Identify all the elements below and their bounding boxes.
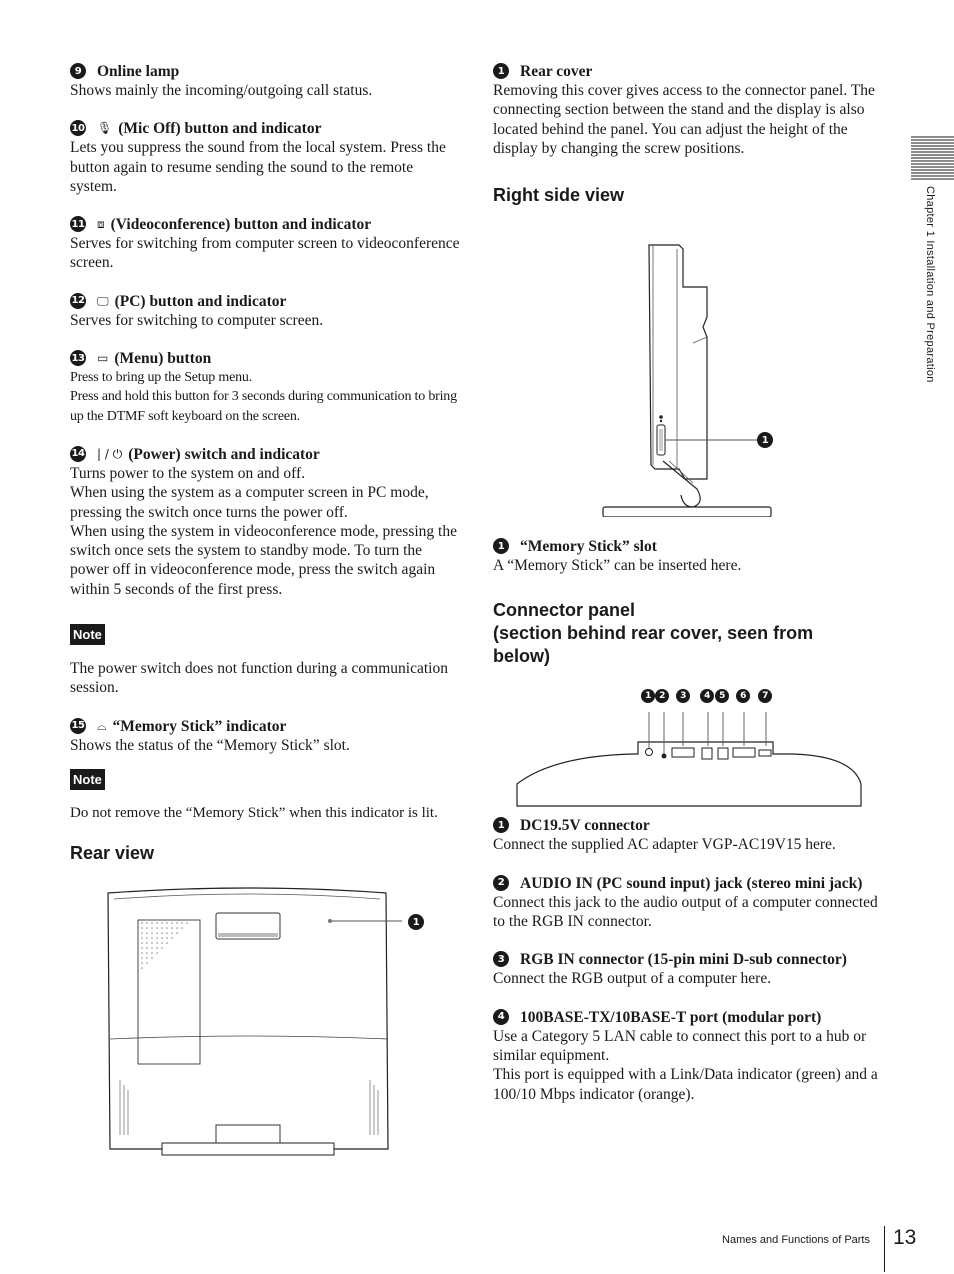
item-title: (PC) button and indicator [114, 292, 287, 310]
callout-number: 1 [493, 538, 509, 554]
item-videoconference [70, 215, 463, 273]
callout-number: 1 [493, 63, 509, 79]
callout-number: 9 [70, 63, 86, 79]
item-lan-port [493, 1008, 885, 1104]
item-online-lamp [70, 62, 463, 100]
section-heading-right-side-view: Right side view [493, 185, 625, 206]
item-description-line: When using the system as a computer screen in PC mode, pressing the switch once turns the power off. [70, 484, 429, 521]
note-text: The power switch does not function during a communication session. [70, 660, 448, 697]
item-title: 100BASE-TX/10BASE-T port (modular port) [520, 1008, 822, 1026]
item-description: Removing this cover gives access to the connector panel. The connecting section between the stand and the display is also located behind the panel. You can adjust the height of the display by changing the screw positions. [493, 82, 875, 157]
callout-number: 14 [70, 446, 86, 462]
callout-number: 11 [70, 216, 86, 232]
right-side-view-illustration [493, 217, 885, 517]
note-badge: Note [70, 769, 105, 790]
heading-line: Connector panel [493, 600, 636, 621]
callout-number: 3 [493, 951, 509, 967]
section-heading-rear-view: Rear view [70, 843, 155, 864]
callout-number: 12 [70, 293, 86, 309]
callout-number: 2 [655, 689, 669, 703]
rear-view-figure [70, 875, 463, 1170]
heading-line: below) [493, 646, 550, 667]
item-description: Shows mainly the incoming/outgoing call status. [70, 82, 373, 99]
chapter-tab-label [924, 186, 936, 396]
memory-stick-icon: ⌓ [97, 718, 107, 733]
menu-icon: ▭ [97, 351, 109, 366]
page-number: 13 [893, 1226, 917, 1249]
item-pc [70, 292, 463, 330]
callout-number: 1 [757, 432, 773, 448]
item-title: Online lamp [97, 63, 180, 80]
callout-row [641, 688, 881, 706]
item-description: Lets you suppress the sound from the local system. Press the button again to resume sending the sound to the remote system. [70, 139, 446, 195]
item-description: Serves for switching from computer screen to videoconference screen. [70, 235, 460, 272]
callout-number: 1 [493, 817, 509, 833]
item-memory-stick-indicator [70, 717, 463, 755]
item-power [70, 445, 463, 599]
item-memory-stick-slot [493, 537, 885, 575]
callout-number: 1 [641, 689, 655, 703]
note-text: Do not remove the “Memory Stick” when this indicator is lit. [70, 804, 438, 821]
callout-number: 10 [70, 120, 86, 136]
right-side-view-figure [493, 217, 885, 537]
connector-panel-figure [493, 688, 885, 816]
callout-number: 1 [408, 914, 424, 930]
chapter-tab-text: Chapter 1 Installation and Preparation [924, 186, 936, 383]
callout-number: 4 [493, 1009, 509, 1025]
chapter-tab-stripes [911, 136, 954, 180]
right-column [493, 62, 885, 1123]
item-description: Connect the RGB output of a computer here. [493, 970, 772, 988]
left-column [70, 62, 463, 1170]
item-description-line: Use a Category 5 LAN cable to connect this port to a hub or similar equipment. [493, 1027, 867, 1064]
footer-divider [884, 1226, 885, 1272]
item-description: Connect the supplied AC adapter VGP-AC19V15 here. [493, 836, 836, 854]
item-title: “Memory Stick” indicator [112, 717, 287, 735]
power-icon: | / ⏻ [97, 446, 123, 461]
item-dc-connector [493, 816, 885, 854]
callout-number: 3 [676, 689, 690, 703]
mic-off-icon: 🎙 [97, 121, 113, 136]
callout-number: 2 [493, 875, 509, 891]
item-description-line: Press and hold this button for 3 seconds during communication to bring up the DTMF soft keyboard on the screen. [70, 389, 457, 424]
item-description: Shows the status of the “Memory Stick” slot. [70, 736, 350, 754]
item-title: RGB IN connector (15-pin mini D-sub connector) [520, 951, 847, 969]
videoconference-icon: ⧈ [97, 217, 105, 232]
callout-number: 13 [70, 350, 86, 366]
item-description-line: This port is equipped with a Link/Data indicator (green) and a 100/10 Mbps indicator (orange). [493, 1066, 878, 1103]
item-description: Serves for switching to computer screen. [70, 311, 324, 329]
item-menu [70, 349, 463, 426]
item-title: (Mic Off) button and indicator [118, 120, 322, 138]
note-badge: Note [70, 624, 105, 645]
pc-icon: 🖵 [97, 293, 109, 308]
item-rear-cover [493, 62, 885, 158]
item-audio-in [493, 874, 885, 932]
heading-line: (section behind rear cover, seen from [493, 623, 814, 644]
item-title: “Memory Stick” slot [520, 538, 657, 556]
item-mic-off [70, 119, 463, 196]
section-heading-connector-panel [493, 599, 885, 668]
connector-panel-illustration [493, 706, 885, 816]
item-description: A “Memory Stick” can be inserted here. [493, 557, 742, 575]
item-title: AUDIO IN (PC sound input) jack (stereo mini jack) [520, 874, 863, 892]
callout-number: 7 [758, 689, 772, 703]
footer-section-title: Names and Functions of Parts [722, 1234, 870, 1246]
item-title: DC19.5V connector [520, 817, 650, 835]
item-title: (Videoconference) button and indicator [110, 216, 372, 234]
callout-number: 15 [70, 718, 86, 734]
callout-number: 4 [700, 689, 714, 703]
item-description-line: When using the system in videoconference mode, pressing the switch once sets the system to standby mode. To turn the power off in videoconference mode, press the switch again within 5 seconds of the first press. [70, 522, 457, 598]
item-title: (Menu) button [114, 350, 212, 368]
item-description: Connect this jack to the audio output of a computer connected to the RGB IN connector. [493, 893, 878, 931]
item-description-line: Turns power to the system on and off. [70, 464, 306, 482]
item-title: Rear cover [520, 63, 593, 80]
item-title: (Power) switch and indicator [128, 445, 320, 463]
item-rgb-in [493, 950, 885, 988]
callout-number: 6 [736, 689, 750, 703]
callout-number: 5 [715, 689, 729, 703]
rear-view-illustration [70, 875, 430, 1165]
item-description-line: Press to bring up the Setup menu. [70, 370, 252, 386]
